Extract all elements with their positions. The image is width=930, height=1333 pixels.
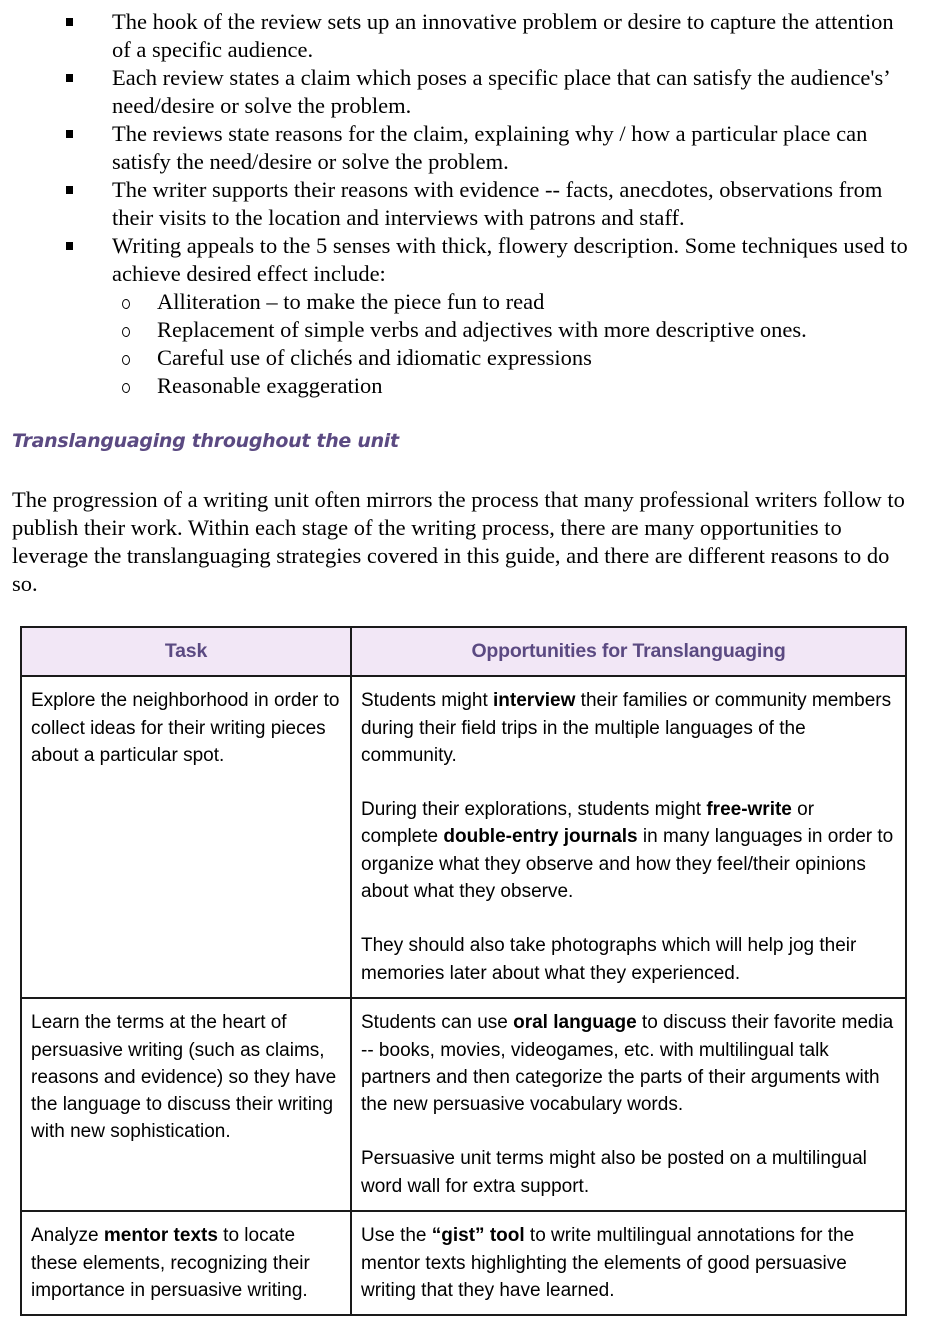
table-row: [21, 998, 906, 1211]
table-row: [21, 1211, 906, 1315]
square-bullet-icon: [66, 18, 73, 26]
sub-bullet-item: Reasonable exaggeration: [0, 372, 930, 400]
criteria-bullet-list: [0, 8, 930, 288]
bullet-item: The hook of the review sets up an innovative problem or desire to capture the attention of a specific audience.: [0, 8, 930, 64]
intro-paragraph: The progression of a writing unit often mirrors the process that many professional writers follow to publish their work. Within each stage of the writing process, there are many opportunities to leverage the translanguaging strategies covered in this guide, and there are different reasons to do so.: [12, 487, 905, 596]
square-bullet-icon: [66, 130, 73, 138]
circle-bullet-icon: [122, 299, 130, 309]
bullet-item: The writer supports their reasons with evidence -- facts, anecdotes, observations from their visits to the location and interviews with patrons and staff.: [0, 176, 930, 232]
table-row: [21, 676, 906, 998]
square-bullet-icon: [66, 186, 73, 194]
opportunities-cell: Students can use oral language to discuss their favorite media -- books, movies, videogames, etc. with multilingual talk partners and then categorize the parts of their arguments with the new persuasive vocabulary words. Persuasive unit terms might also be posted on a multilingual word wall for extra support.: [351, 998, 906, 1211]
bullet-item: Each review states a claim which poses a specific place that can satisfy the audience's’ need/desire or solve the problem.: [0, 64, 930, 120]
task-cell: Explore the neighborhood in order to collect ideas for their writing pieces about a particular spot.: [21, 676, 351, 998]
square-bullet-icon: [66, 74, 73, 82]
circle-bullet-icon: [122, 355, 130, 365]
translanguaging-table: [20, 626, 907, 1316]
opportunities-cell: Use the “gist” tool to write multilingual annotations for the mentor texts highlighting the elements of good persuasive writing that they have learned.: [351, 1211, 906, 1315]
bullet-item: Writing appeals to the 5 senses with thick, flowery description. Some techniques used to achieve desired effect include:: [0, 232, 930, 288]
circle-bullet-icon: [122, 327, 130, 337]
square-bullet-icon: [66, 242, 73, 250]
sub-bullet-item: Replacement of simple verbs and adjectives with more descriptive ones.: [0, 316, 930, 344]
column-header-task: Task: [21, 627, 351, 676]
sub-bullet-item: Alliteration – to make the piece fun to read: [0, 288, 930, 316]
opportunities-cell: Students might interview their families or community members during their field trips in the multiple languages of the community. During their explorations, students might free-write or complete double-entry journals in many languages in order to organize what they observe and how they feel/their opinions about what they observe. They should also take photographs which will help jog their memories later about what they experienced.: [351, 676, 906, 998]
bullet-item: The reviews state reasons for the claim, explaining why / how a particular place can satisfy the need/desire or solve the problem.: [0, 120, 930, 176]
table-header-row: [21, 627, 906, 676]
column-header-opportunities: Opportunities for Translanguaging: [351, 627, 906, 676]
task-cell: Learn the terms at the heart of persuasive writing (such as claims, reasons and evidence) so they have the language to discuss their writing with new sophistication.: [21, 998, 351, 1211]
section-heading: Translanguaging throughout the unit: [12, 430, 399, 452]
task-cell: Analyze mentor texts to locate these elements, recognizing their importance in persuasive writing.: [21, 1211, 351, 1315]
techniques-sub-list: [0, 288, 930, 400]
sub-bullet-item: Careful use of clichés and idiomatic expressions: [0, 344, 930, 372]
circle-bullet-icon: [122, 383, 130, 393]
